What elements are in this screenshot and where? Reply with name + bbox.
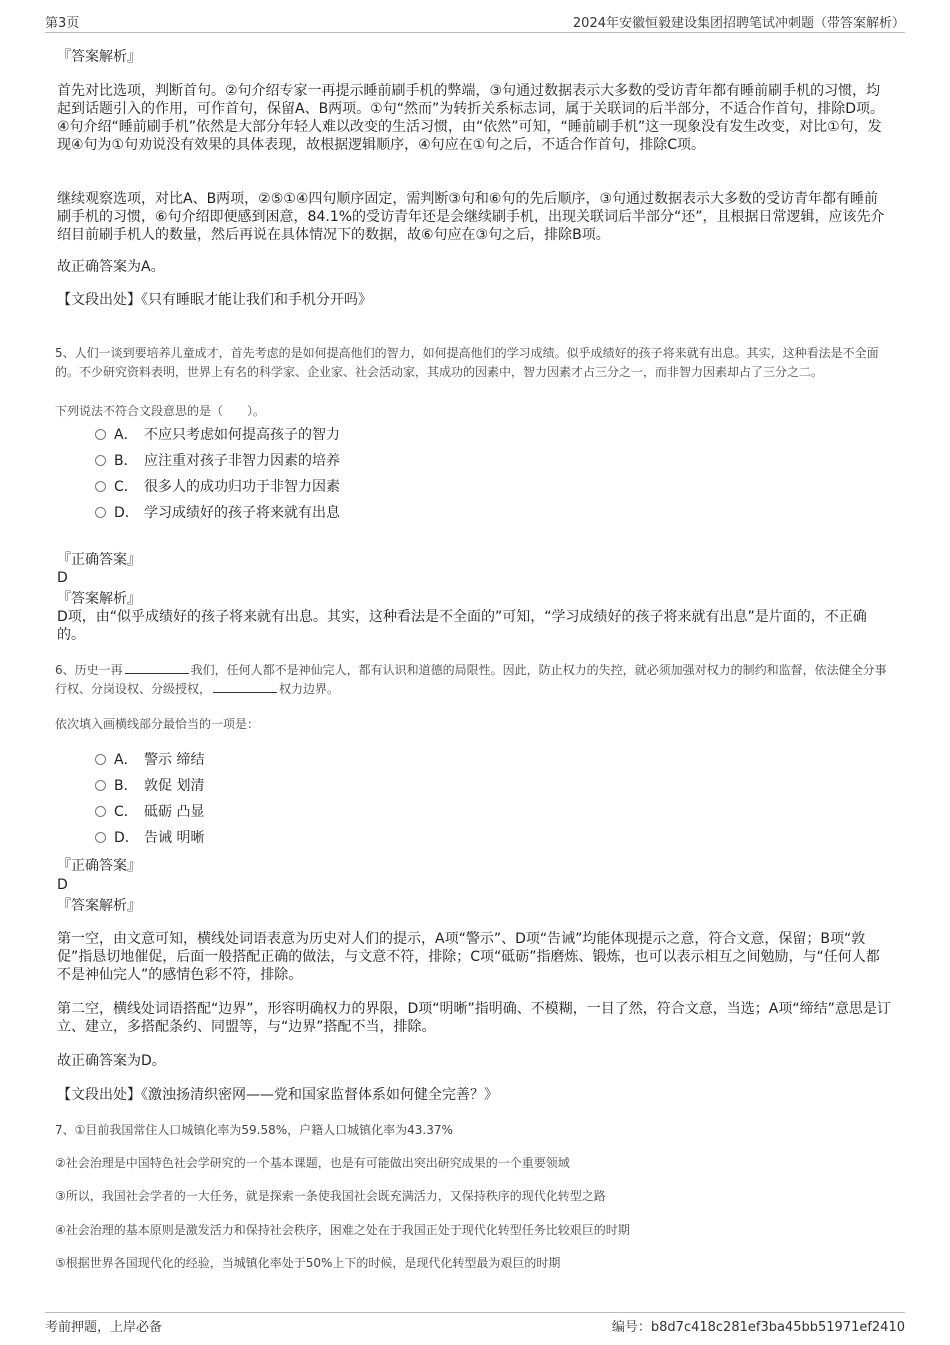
q6-option-d[interactable] xyxy=(95,827,204,849)
document-id: 编号：b8d7c418c281ef3ba45bb51971ef2410 xyxy=(611,1320,905,1335)
option-key: A． xyxy=(114,752,138,768)
q6-source: 【文段出处】《激浊扬清织密网——党和国家监督体系如何健全完善？》 xyxy=(57,1087,498,1103)
q7-sentence-4: ④社会治理的基本原则是激发活力和保持社会秩序，困难之处在于我国正处于现代化转型任务比较艰巨的时期 xyxy=(55,1223,630,1237)
radio-icon[interactable] xyxy=(95,429,106,440)
option-key: B． xyxy=(114,453,138,469)
option-text: 砥砺 凸显 xyxy=(144,804,205,820)
page-header xyxy=(45,12,905,32)
q5-analysis: D项，由“似乎成绩好的孩子将来就有出息。其实，这种看法是不全面的”可知，“学习成绩好的孩子将来就有出息”是片面的，不正确的。 xyxy=(57,609,867,643)
q4-analysis-para1: 首先对比选项，判断首句。②句介绍专家一再提示睡前刷手机的弊端，③句通过数据表示大多数的受访青年都有睡前刷手机的习惯，均起到话题引入的作用，可作首句，保留A、B两项。①句“然而”为转折关系标志词，属于关联词的后半部分，不适合作首句，排除D项。④句介绍“睡前刷手机”依然是大部分年轻人难以改变的生活习惯，由“依然”可知，“睡前刷手机”这一现象没有发生改变，对比①句，发现④句为①句劝说没有效果的具体表现，故根据逻辑顺序，④句应在①句之后，不适合作首句，排除C项。 xyxy=(57,83,885,153)
option-key: D． xyxy=(114,505,139,521)
q4-source: 【文段出处】《只有睡眠才能让我们和手机分开吗》 xyxy=(57,292,372,308)
option-text: 不应只考虑如何提高孩子的智力 xyxy=(144,427,340,443)
option-text: 敦促 划清 xyxy=(144,778,205,794)
fill-blank-1 xyxy=(125,661,189,674)
radio-icon[interactable] xyxy=(95,754,106,765)
q7-sentence-3: ③所以，我国社会学者的一大任务，就是探索一条使我国社会既充满活力，又保持秩序的现代化转型之路 xyxy=(55,1189,606,1203)
q6-analysis-para1: 第一空，由文意可知，横线处词语表意为历史对人们的提示，A项“警示”、D项“告诫”均能体现提示之意，符合文意，保留；B项“敦促”指恳切地催促，后面一般搭配正确的做法，与文意不符，排除；C项“砥砺”指磨炼、锻炼，也可以表示相互之间勉励，与“任何人都不是神仙完人”的感情色彩不符，排除。 xyxy=(57,931,880,983)
radio-icon[interactable] xyxy=(95,832,106,843)
q5-option-a[interactable] xyxy=(95,424,340,446)
q5-analysis-title: 『答案解析』 xyxy=(57,591,141,607)
q5-option-c[interactable] xyxy=(95,476,340,498)
q4-analysis-para2: 继续观察选项，对比A、B两项，②⑤①④四句顺序固定，需判断③句和⑥句的先后顺序，③句通过数据表示大多数的受访青年都有睡前刷手机的习惯，⑥句介绍即便感到困意，84.1%的受访青年还是会继续刷手机，出现关联词后半部分“还”，且根据日常逻辑，应该先介绍目前刷手机人的数量，然后再说在具体情况下的数据，故⑥句应在③句之后，排除B项。 xyxy=(57,191,885,243)
page-number: 第3页 xyxy=(45,16,80,31)
q7-sentence-1: 7、①目前我国常住人口城镇化率为59.58%，户籍人口城镇化率为43.37% xyxy=(55,1123,453,1137)
q6-stem-part1: 6、历史一再 xyxy=(55,663,123,677)
radio-icon[interactable] xyxy=(95,507,106,518)
footer-slogan: 考前押题，上岸必备 xyxy=(45,1320,163,1335)
q6-stem-part2: 我们，任何人都不是神仙完人，都有认识和道德的局限性。因此，防止权力的失控，就必须加强对权力的制约和监督，依法健全分事行权、分岗设权、分级授权， xyxy=(55,663,887,696)
radio-icon[interactable] xyxy=(95,481,106,492)
option-text: 告诫 明晰 xyxy=(144,830,205,846)
q6-stem-part3: 权力边界。 xyxy=(279,682,340,696)
q5-answer: D xyxy=(57,570,68,586)
q6-option-a[interactable] xyxy=(95,749,204,771)
radio-icon[interactable] xyxy=(95,806,106,817)
option-text: 很多人的成功归功于非智力因素 xyxy=(144,479,340,495)
radio-icon[interactable] xyxy=(95,780,106,791)
q4-analysis-title: 『答案解析』 xyxy=(57,49,141,65)
option-key: D． xyxy=(114,830,139,846)
option-text: 警示 缔结 xyxy=(144,752,205,768)
option-text: 应注重对孩子非智力因素的培养 xyxy=(144,453,340,469)
q6-stem xyxy=(55,661,895,699)
fill-blank-2 xyxy=(213,680,277,693)
q6-answer-title: 『正确答案』 xyxy=(57,858,141,874)
option-key: C． xyxy=(114,479,138,495)
page-footer xyxy=(45,1316,905,1334)
q4-conclusion: 故正确答案为A。 xyxy=(57,259,165,275)
q5-prompt: 下列说法不符合文段意思的是（ ）。 xyxy=(55,404,266,418)
q6-answer: D xyxy=(57,877,68,893)
footer-divider xyxy=(45,1312,905,1313)
option-key: C． xyxy=(114,804,138,820)
q6-analysis-para2: 第二空，横线处词语搭配“边界”，形容明确权力的界限，D项“明晰”指明确、不模糊，一目了然，符合文意，当选；A项“缔结”意思是订立、建立，多搭配条约、同盟等，与“边界”搭配不当，排除。 xyxy=(57,1001,891,1035)
q5-option-d[interactable] xyxy=(95,502,340,524)
q6-option-b[interactable] xyxy=(95,775,204,797)
q6-analysis-title: 『答案解析』 xyxy=(57,898,141,914)
option-key: B． xyxy=(114,778,138,794)
q6-prompt: 依次填入画横线部分最恰当的一项是： xyxy=(55,717,260,731)
radio-icon[interactable] xyxy=(95,455,106,466)
header-divider xyxy=(45,32,905,33)
q5-answer-title: 『正确答案』 xyxy=(57,552,141,568)
q6-option-c[interactable] xyxy=(95,801,204,823)
document-title: 2024年安徽恒毅建设集团招聘笔试冲刺题（带答案解析） xyxy=(572,16,905,31)
q7-sentence-5: ⑤根据世界各国现代化的经验，当城镇化率处于50%上下的时候，是现代化转型最为艰巨的时期 xyxy=(55,1256,561,1270)
option-key: A． xyxy=(114,427,138,443)
q5-option-b[interactable] xyxy=(95,450,340,472)
q5-stem: 5、人们一谈到要培养儿童成才，首先考虑的是如何提高他们的智力，如何提高他们的学习成绩。似乎成绩好的孩子将来就有出息。其实，这种看法是不全面的。不少研究资料表明，世界上有名的科学家、企业家、社会活动家，其成功的因素中，智力因素才占三分之一，而非智力因素却占了三分之二。 xyxy=(55,346,879,379)
option-text: 学习成绩好的孩子将来就有出息 xyxy=(144,505,340,521)
q7-sentence-2: ②社会治理是中国特色社会学研究的一个基本课题，也是有可能做出突出研究成果的一个重要领域 xyxy=(55,1156,570,1170)
q6-conclusion: 故正确答案为D。 xyxy=(57,1053,166,1069)
